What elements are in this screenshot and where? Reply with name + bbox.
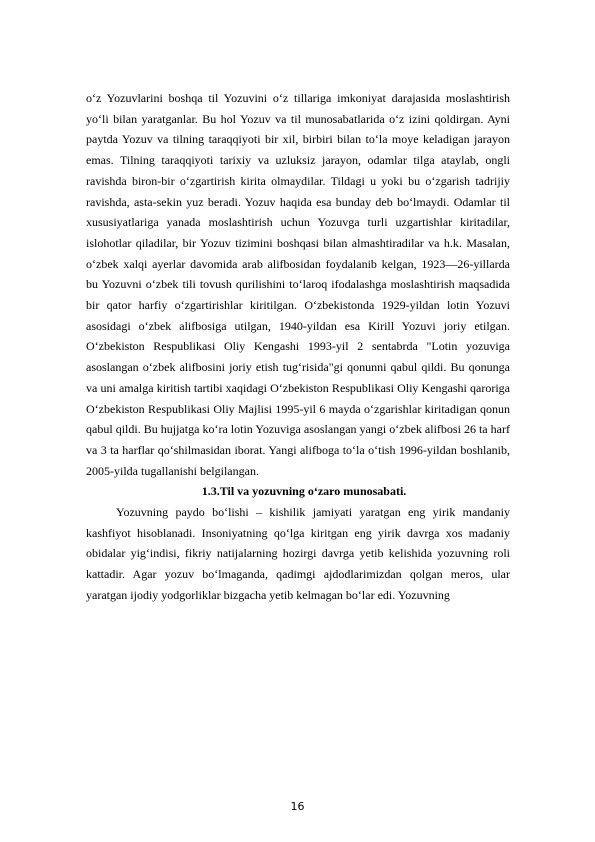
paragraph-1: o‘z Yozuvlarini boshqa til Yozuvini o‘z tillariga imkoniyat darajasida moslashtirish yo‘li bilan yaratganlar. Bu hol Yozuv va til munosabatlarida o‘z izini qoldirgan. Ayni paytda Yozuv va tilning taraqqiyoti bir xil, birbiri bilan to‘la moye keladigan jarayon emas. Tilning taraqqiyoti tarixiy va uzluksiz jarayon, odamlar tilga ataylab, ongli ravishda biron-bir o‘zgartirish kirita olmaydilar. Tildagi u yoki bu o‘zgarish tadrijiy ravishda, asta-sekin yuz beradi. Yozuv haqida esa bunday deb bo‘lmaydi. Odamlar til xususiyatlariga yanada moslashtirish uchun Yozuvga turli uzgartishlar kiritadilar, islohotlar qiladilar, bir Yozuv tizimini boshqasi bilan almashtiradilar va h.k. Masalan, o‘zbek xalqi ayerlar davomida arab alifbosidan foydalanib kelgan, 1923—26-yillarda bu Yozuvni o‘zbek tili tovush qurilishini to‘laroq ifodalashga moslashtirish maqsadida bir qator harfiy o‘zgartirishlar kiritilgan. O‘zbekistonda 1929-yildan lotin Yozuvi asosidagi o‘zbek alifbosiga utilgan, 1940-yildan esa Kirill Yozuvi joriy etilgan. O‘zbekiston Respublikasi Oliy Kengashi 1993-yil 2 sentabrda "Lotin yozuviga asoslangan o‘zbek alifbosini joriy etish tug‘risida"gi qonunni qabul qildi. Bu qonunga va uni amalga kiritish tartibi xaqidagi O‘zbekiston Respublikasi Oliy Kengashi qaroriga O‘zbekiston Respublikasi Oliy Majlisi 1995-yil 6 mayda o‘zgarishlar kiritadigan qonun qabul qildi. Bu hujjatga ko‘ra lotin Yozuviga asoslangan yangi o‘zbek alifbosi 26 ta harf va 3 ta harflar qo‘shilmasidan iborat. Yangi alifboga to‘la o‘tish 1996-yildan boshlanib, 2005-yilda tugallanishi belgilangan.: [86, 91, 510, 478]
page-number: 16: [290, 800, 305, 813]
body-text: [86, 88, 510, 606]
section-paragraph: Yozuvning paydo bo‘lishi – kishilik jamiyati yaratgan eng yirik mandaniy kashfiyot hisoblanadi. Insoniyatning qo‘lga kiritgan eng yirik davrga xos madaniy obidalar yig‘indisi, fikriy natijalarning hozirgi davrga yetib kelishida yozuvning roli kattadir. Agar yozuv bo‘lmaganda, qadimgi ajdodlarimizdan qolgan meros, ular yaratgan ijodiy yodgorliklar bizgacha yetib kelmagan bo‘lar edi. Yozuvning: [86, 505, 510, 602]
section-heading: 1.3.Til va yozuvning o‘zaro munosabati.: [201, 484, 407, 499]
